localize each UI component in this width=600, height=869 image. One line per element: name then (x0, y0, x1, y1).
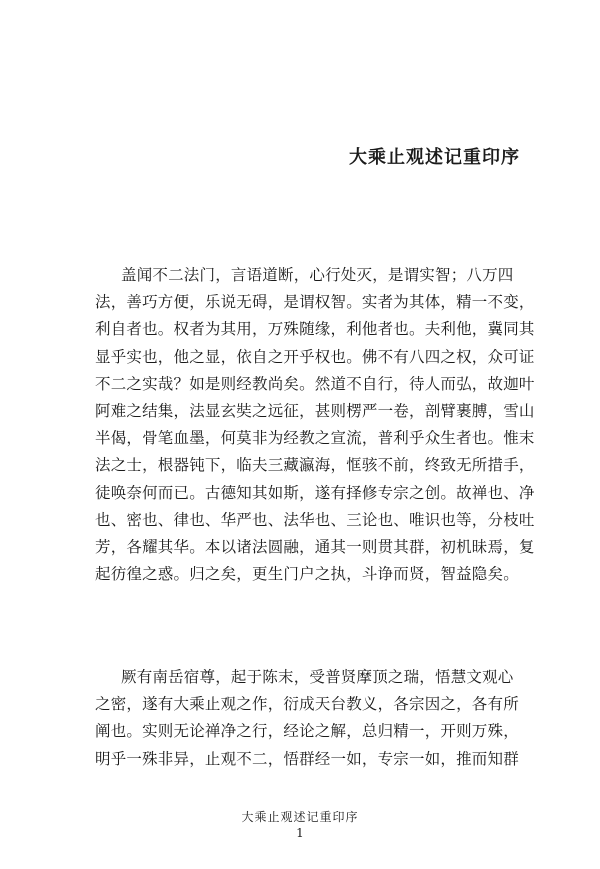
text-line: 显乎实也，他之显，依自之开乎权也。佛不有八四之权，众可证 (95, 347, 535, 366)
text-line: 徒唤奈何而已。古德知其如斯，遂有择修专宗之创。故禅也、净 (95, 483, 535, 502)
text-line: 不二之实哉？如是则经教尚矣。然道不自行，待人而弘，故迦叶 (95, 374, 535, 393)
text-line: 半偈，骨笔血墨，何莫非为经教之宣流，普利乎众生者也。惟末 (95, 429, 535, 448)
text-line: 明乎一殊非异，止观不二，悟群经一如，专宗一如，推而知群 (95, 749, 519, 768)
paragraph-1 (95, 262, 535, 588)
page-title: 大乘止观述记重印序 (349, 147, 520, 168)
text-line: 之密，遂有大乘止观之作，衍成天台教义，各宗因之，各有所 (95, 695, 519, 714)
text-line: 也、密也、律也、华严也、法华也、三论也、唯识也等，分枝吐 (95, 510, 535, 529)
text-line: 阿难之结集，法显玄奘之远征，甚则楞严一卷，剖臂裹膊，雪山 (95, 401, 535, 420)
text-line: 法，善巧方便，乐说无碍，是谓权智。实者为其体，精一不变， (95, 293, 535, 312)
text-line: 起彷徨之惑。归之矣，更生门户之执，斗诤而贤，智益隐矣。 (95, 565, 519, 584)
text-line: 利自者也。权者为其用，万殊随缘，利他者也。夫利他，冀同其 (95, 320, 535, 339)
running-footer-title: 大乘止观述记重印序 (241, 810, 359, 824)
text-line: 芳，各耀其华。本以诸法圆融，通其一则贯其群，初机昧焉，复 (95, 537, 535, 556)
text-line: 法之士，根器钝下，临夫三藏瀛海，恇骇不前，终致无所措手， (95, 456, 535, 475)
text-line: 阐也。实则无论禅净之行，经论之解，总归精一，开则万殊， (95, 722, 519, 741)
text-line: 盖闻不二法门，言语道断，心行处灭，是谓实智；八万四 (121, 266, 514, 284)
text-line: 厥有南岳宿尊，起于陈末，受普贤摩顶之瑞，悟慧文观心 (121, 668, 514, 686)
page-number: 1 (296, 826, 304, 840)
paragraph-2 (95, 664, 519, 773)
